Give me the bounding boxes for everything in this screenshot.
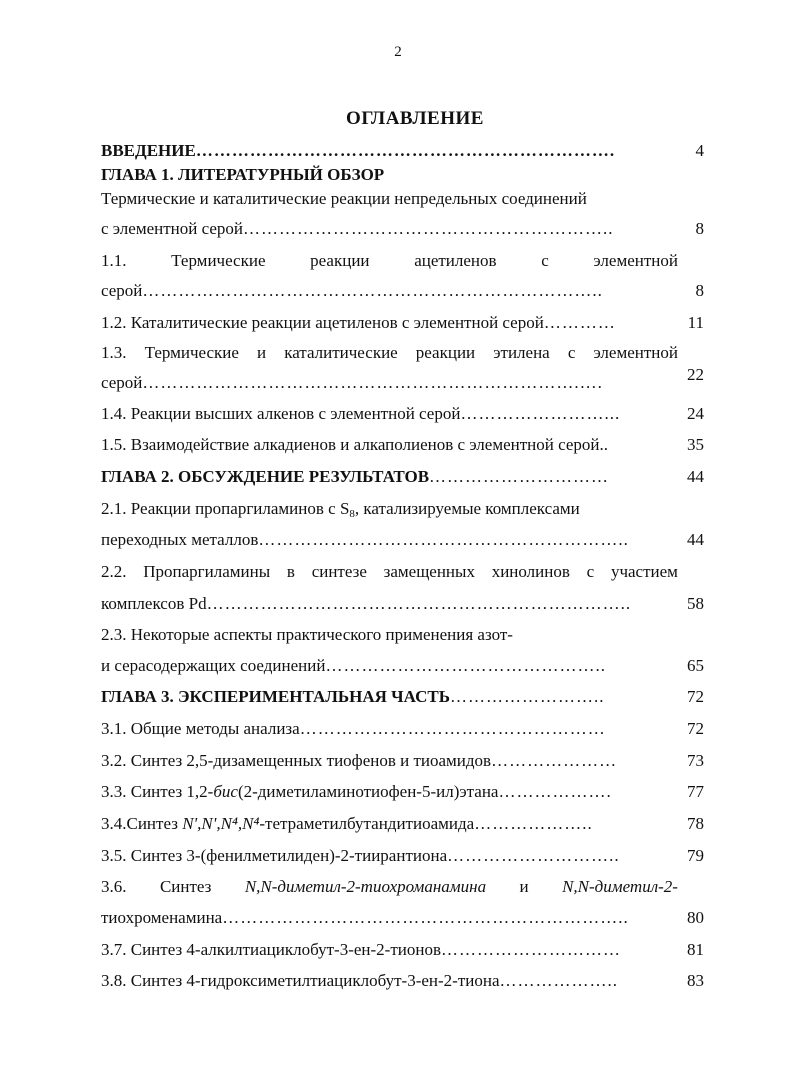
toc-entry-1-2: 1.2. Каталитические реакции ацетиленов с элементной серой…………	[101, 313, 616, 332]
toc-page-number: 77	[687, 782, 704, 801]
toc-page-number: 79	[687, 846, 704, 865]
toc-entry-1-5: 1.5. Взаимодействие алкадиенов и алкаполиенов с элементной серой..	[101, 435, 609, 454]
toc-entry-chapter-3: ГЛАВА 3. ЭКСПЕРИМЕНТАЛЬНАЯ ЧАСТЬ……………………..	[101, 687, 605, 706]
page-title: ОГЛАВЛЕНИЕ	[346, 108, 484, 129]
toc-entry-3-5: 3.5. Синтез 3-(фенилметилиден)-2-тиирантиона………………………..	[101, 846, 620, 865]
toc-entry-3-7: 3.7. Синтез 4-алкилтиациклобут-3-ен-2-тионов…………………………	[101, 940, 621, 959]
toc-entry-chapter-1: ГЛАВА 1. ЛИТЕРАТУРНЫЙ ОБЗОР	[101, 165, 385, 184]
toc-page-number: 44	[687, 530, 704, 549]
toc-page-number: 83	[687, 971, 704, 990]
toc-page-number: 58	[687, 594, 704, 613]
toc-page-number: 35	[687, 435, 704, 454]
toc-entry-3-2: 3.2. Синтез 2,5-дизамещенных тиофенов и тиоамидов…………………	[101, 751, 618, 770]
toc-page-number: 8	[695, 219, 704, 238]
toc-entry-3-1: 3.1. Общие методы анализа……………………………………………	[101, 719, 606, 738]
toc-page-number: 72	[687, 687, 704, 706]
toc-page-number: 72	[687, 719, 704, 738]
toc-entry-1-4: 1.4. Реакции высших алкенов с элементной серой……………………...	[101, 404, 621, 423]
toc-entry-3-3: 3.3. Синтез 1,2-бис(2-диметиламинотиофен-5-ил)этана……………….	[101, 782, 612, 801]
toc-entry-1-1-cont: серой…………………………………………………………………..	[101, 281, 603, 300]
toc-entry-chapter-2: ГЛАВА 2. ОБСУЖДЕНИЕ РЕЗУЛЬТАТОВ…………………………	[101, 467, 610, 486]
toc-page-number: 8	[695, 281, 704, 300]
toc-entry-3-8: 3.8. Синтез 4-гидроксиметилтиациклобут-3-ен-2-тиона………………..	[101, 971, 619, 990]
toc-page-number: 78	[687, 814, 704, 833]
toc-entry-introduction: ВВЕДЕНИЕ…………………………………………………………….	[101, 141, 616, 160]
toc-entry-2-3-cont: и серасодержащих соединений………………………………………..	[101, 656, 606, 675]
toc-entry-2-2-cont: комплексов Pd……………………………………………………………..	[101, 594, 632, 613]
toc-entry-1-3: 1.3. Термические и каталитические реакции этилена с элементной	[101, 343, 678, 362]
page-number: 2	[394, 44, 402, 60]
toc-page-number: 4	[695, 141, 704, 160]
toc-page-number: 81	[687, 940, 704, 959]
toc-entry-3-4: 3.4.Синтез N',N',N⁴,N⁴-тетраметилбутандитиоамида………………..	[101, 814, 593, 833]
toc-page-number: 24	[687, 404, 704, 423]
toc-entry-2-3: 2.3. Некоторые аспекты практического применения азот-	[101, 625, 513, 644]
toc-page-number: 65	[687, 656, 704, 675]
toc-entry-3-6: 3.6. Синтез N,N-диметил-2-тиохроманамина и N,N-диметил-2-	[101, 877, 678, 896]
toc-entry-1-3-cont: серой……………………………………………………………….….	[101, 373, 603, 392]
toc-entry-chapter-1-subtitle: Термические и каталитические реакции непредельных соединений	[101, 189, 587, 208]
toc-page-number: 80	[687, 908, 704, 927]
toc-entry-2-1: 2.1. Реакции пропаргиламинов с $S_8$, катализируемые комплексами	[101, 499, 580, 520]
toc-entry-1-1: 1.1. Термические реакции ацетиленов с элементной	[101, 251, 678, 270]
toc-page-number: 73	[687, 751, 704, 770]
toc-entry-3-6-cont: тиохроменамина…………………………………………………………..	[101, 908, 629, 927]
toc-page-number: 22	[687, 365, 704, 384]
toc-page-number: 44	[687, 467, 704, 486]
toc-entry-2-1-cont: переходных металлов……………………………………………………..	[101, 530, 629, 549]
toc-entry-2-2: 2.2. Пропаргиламины в синтезе замещенных хинолинов с участием	[101, 562, 678, 581]
toc-entry-chapter-1-subtitle-cont: с элементной серой……………………………………………………..	[101, 219, 614, 238]
toc-page-number: 11	[687, 313, 704, 332]
